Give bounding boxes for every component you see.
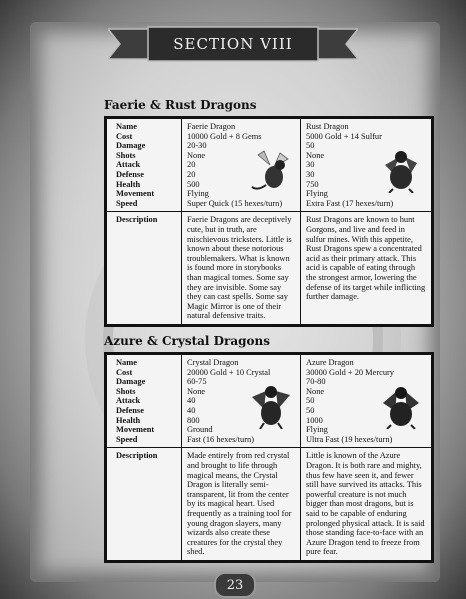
stat-labels <box>106 118 182 212</box>
dragon-stats-table-1 <box>104 116 434 327</box>
stat-value: 70-80 <box>306 377 326 387</box>
stat-value: Ultra Fast (19 hexes/turn) <box>306 434 393 444</box>
faerie-dragon-icon <box>250 149 292 193</box>
stat-value: 40 <box>187 405 196 415</box>
stat-value: Flying <box>306 425 328 435</box>
stat-labels <box>106 354 182 448</box>
label-speed: Speed <box>116 198 138 208</box>
description-label: Description <box>106 448 182 562</box>
stat-value: 60-75 <box>187 377 207 387</box>
faerie-dragon-description: Faerie Dragons are deceptively cute, but in truth, are mischievous tricksters. Little is known about these notorious troublemakers. What is known is found more in storybooks than magical tomes. Some say they are invisible. Some say they can cast spells. Some say Magic Mirror is one of their natural defensive traits. <box>182 212 301 326</box>
azure-dragon-stats <box>301 354 433 448</box>
stat-value: Ground <box>187 425 213 435</box>
rust-dragon-description: Rust Dragons are known to hunt Gorgons, and live and feed in sulfur mines. With this appetite, Rust Dragons spew a concentrated acid as their primary attack. This acid is capable of eating through the strongest armor, lowering the defense of its target while inflicting further damage. <box>301 212 433 326</box>
crystal-dragon-stats <box>182 354 301 448</box>
label-shots: Shots <box>116 386 136 396</box>
stat-value: Flying <box>187 189 209 199</box>
label-speed: Speed <box>116 434 138 444</box>
label-health: Health <box>116 179 141 189</box>
azure-dragon-icon <box>381 383 421 429</box>
label-cost: Cost <box>116 131 133 141</box>
description-label: Description <box>106 212 182 326</box>
stat-value: None <box>306 150 325 160</box>
stat-value: None <box>306 386 325 396</box>
stat-value: Azure Dragon <box>306 358 354 367</box>
stat-value: Fast (16 hexes/turn) <box>187 434 254 444</box>
section-banner <box>108 25 358 63</box>
faerie-dragon-stats <box>182 118 301 212</box>
crystal-dragon-icon <box>250 383 292 429</box>
label-damage: Damage <box>116 141 146 151</box>
stat-value: 1000 <box>306 415 323 425</box>
dragon-stats-table-2 <box>104 352 434 563</box>
stat-value: Faerie Dragon <box>187 122 236 131</box>
stat-value: 40 <box>187 396 196 406</box>
stat-value: 800 <box>187 415 200 425</box>
label-damage: Damage <box>116 377 146 387</box>
stat-value: 50 <box>306 405 315 415</box>
stat-value: 30000 Gold + 20 Mercury <box>306 367 394 377</box>
stat-value: 750 <box>306 179 319 189</box>
rust-dragon-icon <box>381 147 421 193</box>
label-shots: Shots <box>116 150 136 160</box>
stat-value: Crystal Dragon <box>187 358 239 367</box>
label-attack: Attack <box>116 160 141 170</box>
stat-value: 20 <box>187 160 196 170</box>
label-defense: Defense <box>116 169 144 179</box>
table-heading-faerie-rust: Faerie & Rust Dragons <box>104 98 257 112</box>
stat-value: Extra Fast (17 hexes/turn) <box>306 198 394 208</box>
label-movement: Movement <box>116 189 155 199</box>
section-title: SECTION VIII <box>173 35 293 53</box>
table-heading-azure-crystal: Azure & Crystal Dragons <box>104 334 271 348</box>
crystal-dragon-description: Made entirely from red crystal and brought to life through magical means, the Crystal Dragon is literally semi-transparent, lit from the center by its magical heart. Used frequently as a training tool for young dragon slayers, many wizards also create these creatures for the crystal they shed. <box>182 448 301 562</box>
stat-value: None <box>187 150 206 160</box>
stat-value: 50 <box>306 396 315 406</box>
stat-value: 50 <box>306 141 315 151</box>
label-cost: Cost <box>116 367 133 377</box>
stat-value: 30 <box>306 160 315 170</box>
stat-value: 5000 Gold + 14 Sulfur <box>306 131 382 141</box>
label-health: Health <box>116 415 141 425</box>
label-name: Name <box>116 358 137 367</box>
stat-value: 30 <box>306 169 315 179</box>
page-number: 23 <box>214 572 256 598</box>
stat-value: 500 <box>187 179 200 189</box>
azure-dragon-description: Little is known of the Azure Dragon. It is both rare and mighty, thus few have seen it, and fewer still have survived its attacks. This powerful creature is not much bigger than most dragons, but is said to be capable of enduring prolonged physical attack. It is said those standing face-to-face with an Azure Dragon tend to freeze from pure fear. <box>301 448 433 562</box>
stat-value: 20-30 <box>187 141 207 151</box>
rust-dragon-stats <box>301 118 433 212</box>
stat-value: Rust Dragon <box>306 122 349 131</box>
label-name: Name <box>116 122 137 131</box>
label-attack: Attack <box>116 396 141 406</box>
stat-value: None <box>187 386 206 396</box>
label-defense: Defense <box>116 405 144 415</box>
stat-value: 20 <box>187 169 196 179</box>
stat-value: Super Quick (15 hexes/turn) <box>187 198 283 208</box>
stat-value: 20000 Gold + 10 Crystal <box>187 367 271 377</box>
stat-value: 10000 Gold + 8 Gems <box>187 131 262 141</box>
label-movement: Movement <box>116 425 155 435</box>
stat-value: Flying <box>306 189 328 199</box>
